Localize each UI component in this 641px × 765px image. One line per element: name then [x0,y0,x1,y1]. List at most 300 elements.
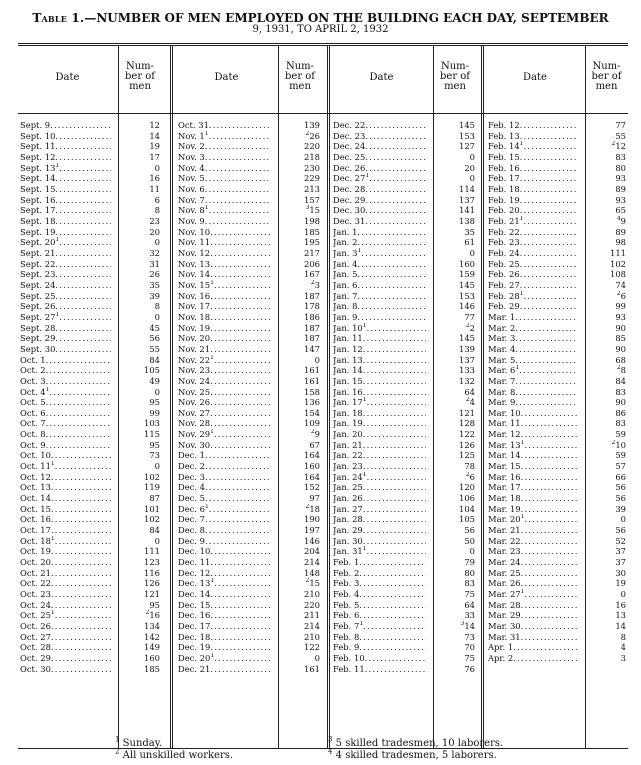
date-cell [333,546,426,557]
men-count-cell [587,152,626,163]
date-text: Jan. 15 ..... [333,376,426,386]
men-count-value: 14 [615,621,626,632]
footnote-mark: 1 [55,311,60,319]
men-count-value: 74 [615,279,626,290]
men-count-cell [280,195,320,206]
date-text: Oct. $25^1$ ..... [20,610,111,620]
men-count-cell [587,653,626,664]
men-count-cell [280,376,320,387]
date-text: Mar. 14 ..... [488,450,578,460]
date-cell [178,173,271,184]
men-count-cell [587,120,626,131]
footnote-mark: 2 [465,322,470,329]
date-cell [178,376,271,387]
footnote [328,747,497,761]
date-cell [333,408,426,419]
men-count-cell [435,632,475,643]
men-count-value: 126 [144,578,160,589]
men-count-value: 0 [469,151,475,162]
men-count-value: 210 [304,589,320,600]
men-count-cell [435,621,475,632]
date-cell [488,418,578,429]
date-text: Feb. $21^1$ ..... [488,216,578,226]
men-count-cell [587,397,626,408]
men-count-value: 148 [304,567,320,578]
date-text: Feb. 22 ..... [488,227,578,237]
men-count-value: 2 [469,322,475,333]
date-cell [333,173,426,184]
date-cell [333,568,426,579]
men-count-cell [435,333,475,344]
men-count-value: 220 [304,599,320,610]
date-cell [20,568,111,579]
men-count-cell [435,514,475,525]
date-text: Nov. $8^1$ ..... [178,205,271,215]
men-count-cell [280,429,320,440]
date-text: Dec. 4 ..... [178,482,271,492]
date-cell [333,216,426,227]
date-text: Dec. 25 ..... [333,152,426,162]
date-cell [178,365,271,376]
date-text: Sept. 10 ..... [20,131,111,141]
men-count-cell [280,344,320,355]
footnote-text: 5 skilled tradesmen, 10 laborers. [332,738,504,749]
men-count-value: 55 [615,130,626,141]
men-count-value: 59 [615,450,626,461]
column-divider [585,45,586,748]
footnote-mark: 1 [210,429,214,436]
men-count-cell [435,472,475,483]
men-count-cell [120,301,160,312]
date-text: Feb. 29 ..... [488,301,578,311]
footnote-mark: 1 [204,205,209,212]
men-count-cell [280,216,320,227]
men-count-value: 80 [464,567,475,578]
date-text: Oct. 14 ..... [20,493,111,503]
date-cell [488,450,578,461]
men-count-value: 164 [304,471,320,482]
men-count-value: 11 [149,183,160,194]
date-cell [20,248,111,259]
men-count-value: 153 [459,290,475,301]
men-count-value: 122 [459,429,475,440]
men-count-value: 67 [309,439,320,450]
men-count-cell [280,632,320,643]
date-cell [178,312,271,323]
date-text: Nov. 4 ..... [178,163,271,173]
men-count-value: 185 [144,663,160,674]
men-count-value: 0 [314,354,320,365]
column-group-divider [327,45,333,748]
men-count-cell [435,642,475,653]
men-count-cell [435,269,475,280]
date-text: Sept. 26 ..... [20,301,111,311]
men-count-cell [280,642,320,653]
men-count-value: 56 [615,482,626,493]
men-count-cell [120,376,160,387]
men-count-value: 154 [304,407,320,418]
men-count-cell [120,312,160,323]
men-count-value: 76 [464,663,475,674]
date-column-header: Date [369,72,394,83]
date-cell [488,355,578,366]
date-cell [20,184,111,195]
men-count-value: 20 [149,226,160,237]
men-count-value: 56 [615,525,626,536]
men-count-cell [120,397,160,408]
date-cell [178,418,271,429]
men-count-cell [280,291,320,302]
men-count-value: 218 [304,151,320,162]
men-count-cell [280,355,320,366]
men-count-cell [280,610,320,621]
men-count-value: 121 [144,589,160,600]
date-text: Dec. 18 ..... [178,632,271,642]
men-count-cell [120,195,160,206]
date-text: Mar. 15 ..... [488,461,578,471]
men-count-value: 83 [464,578,475,589]
men-count-cell [587,578,626,589]
men-count-value: 8 [620,365,626,376]
men-count-cell [587,280,626,291]
date-text: Dec. 24 ..... [333,141,426,151]
date-cell [178,589,271,600]
men-count-cell [120,280,160,291]
men-count-value: 79 [464,557,475,568]
date-column-header: Date [214,72,239,83]
date-cell [488,120,578,131]
men-count-cell [587,504,626,515]
men-count-value: 89 [615,226,626,237]
date-text: Dec. 26 ..... [333,163,426,173]
men-count-cell [587,482,626,493]
date-text: Dec. 12 ..... [178,568,271,578]
footnote-mark: 1 [210,653,215,660]
men-count-cell [587,344,626,355]
men-count-value: 3 [620,653,626,663]
date-cell [488,152,578,163]
men-count-cell [280,184,320,195]
men-count-cell [120,440,160,451]
men-count-value: 167 [304,269,320,280]
date-cell [178,440,271,451]
date-text: Jan. 13 ..... [333,355,426,365]
footnote-mark: 1 [519,141,524,148]
men-count-cell [587,472,626,483]
date-text: Dec. $6^1$ ..... [178,504,271,514]
date-text: Jan. 16 ..... [333,387,426,397]
date-cell [20,418,111,429]
men-count-cell [280,280,320,291]
date-cell [488,141,578,152]
footnote-mark: 1 [515,365,520,372]
date-text: Nov. 28 ..... [178,418,271,428]
date-text: Dec. 23 ..... [333,131,426,141]
footnote-mark: 1 [50,461,55,468]
men-count-cell [120,504,160,515]
men-count-value: 39 [615,503,626,514]
men-count-value: 160 [459,258,475,269]
men-count-value: 132 [459,375,475,386]
date-text: Nov. 3 ..... [178,152,271,162]
date-cell [333,152,426,163]
date-text: Nov. 19 ..... [178,323,271,333]
date-cell [178,493,271,504]
men-count-value: 12 [149,120,160,130]
men-count-cell [435,173,475,184]
date-cell [333,323,426,334]
men-count-value: 133 [459,365,475,376]
date-cell [20,333,111,344]
date-column-header: Date [523,72,547,83]
men-count-value: 0 [469,247,475,258]
date-text: Apr. 1 ..... [488,642,578,652]
men-count-cell [435,525,475,536]
men-count-value: 64 [464,599,475,610]
men-count-cell [587,312,626,323]
men-count-cell [280,408,320,419]
men-count-cell [120,163,160,174]
men-count-cell [280,173,320,184]
date-cell [20,461,111,472]
men-count-cell [280,227,320,238]
date-text: Nov. 16 ..... [178,291,271,301]
men-count-value: 9 [620,215,626,226]
date-cell [20,600,111,611]
date-text: Nov. 11 ..... [178,237,271,247]
men-count-cell [587,355,626,366]
men-count-value: 190 [304,514,320,525]
footnote-text: 4 skilled tradesmen, 5 laborers. [332,750,497,761]
date-cell [488,216,578,227]
date-cell [488,546,578,557]
footnote-mark: 2 [616,365,621,372]
date-cell [178,536,271,547]
date-text: Oct. 2 ..... [20,365,111,375]
men-count-value: 187 [304,322,320,333]
date-text: Feb. 18 ..... [488,184,578,194]
date-text: Nov. 20 ..... [178,333,271,343]
date-cell [178,621,271,632]
men-count-cell [120,568,160,579]
men-count-cell [120,184,160,195]
date-cell [488,653,578,664]
men-count-cell [587,163,626,174]
date-cell [178,141,271,152]
date-text: Oct. 9 ..... [20,440,111,450]
men-count-cell [280,152,320,163]
men-count-cell [120,387,160,398]
date-text: Jan. $31^1$ ..... [333,546,426,556]
men-count-value: 16 [149,610,160,621]
men-count-cell [587,461,626,472]
men-count-value: 142 [144,631,160,642]
men-count-cell [120,237,160,248]
men-count-value: 68 [615,354,626,365]
footnote-mark: 1 [520,589,525,596]
date-cell [333,376,426,387]
date-cell [333,269,426,280]
date-text: Feb. 24 ..... [488,248,578,258]
date-cell [20,610,111,621]
men-count-cell [587,514,626,525]
men-count-cell [435,578,475,589]
date-cell [20,450,111,461]
men-count-cell [120,248,160,259]
men-count-cell [587,259,626,270]
date-text: Oct. 22 ..... [20,578,111,588]
men-count-value: 52 [615,535,626,546]
date-text: Oct. 6 ..... [20,408,111,418]
footnote-mark: 3 [460,621,465,628]
footnote-mark: 2 [145,610,150,617]
date-cell [178,408,271,419]
date-text: Oct. 27 ..... [20,632,111,642]
date-text: Sept. $20^1$ ..... [20,237,111,247]
men-count-cell [120,493,160,504]
date-cell [488,365,578,376]
date-text: Apr. 2 ..... [488,653,578,663]
men-count-cell [120,216,160,227]
men-count-value: 0 [154,386,160,397]
date-text: Sept. 9 ..... [20,120,111,130]
men-count-cell [435,344,475,355]
date-text: Jan. 2 ..... [333,237,426,247]
men-count-value: 139 [304,120,320,130]
date-cell [20,365,111,376]
date-text: Mar. 2 ..... [488,323,578,333]
footnote-mark: 1 [365,173,370,180]
date-cell [178,323,271,334]
men-count-cell [587,141,626,152]
men-count-cell [120,589,160,600]
men-count-cell [280,557,320,568]
date-text: Jan. $24^1$ ..... [333,472,426,482]
men-count-cell [120,610,160,621]
men-count-cell [435,291,475,302]
men-count-cell [120,450,160,461]
number-column-header: Num- [592,61,621,72]
date-text: Nov. 9 ..... [178,216,271,226]
men-count-cell [435,355,475,366]
date-text: Oct. $11^1$ ..... [20,461,111,471]
date-cell [488,259,578,270]
date-text: Oct. 7 ..... [20,418,111,428]
date-cell [20,429,111,440]
date-text: Sept. 30 ..... [20,344,111,354]
men-count-value: 56 [464,525,475,536]
date-cell [333,333,426,344]
men-count-cell [587,248,626,259]
date-cell [178,450,271,461]
men-count-cell [435,376,475,387]
date-text: Nov. $29^1$ ..... [178,429,271,439]
men-count-cell [280,450,320,461]
date-cell [488,269,578,280]
men-count-value: 137 [459,354,475,365]
men-count-value: 55 [149,343,160,354]
men-count-value: 37 [615,557,626,568]
date-cell [20,291,111,302]
men-count-value: 35 [149,279,160,290]
men-count-cell [280,504,320,515]
men-count-value: 0 [154,162,160,173]
date-cell [333,301,426,312]
date-cell [20,131,111,142]
men-count-cell [435,450,475,461]
date-text: Mar. $13^1$ ..... [488,440,578,450]
men-count-cell [120,333,160,344]
men-count-cell [587,387,626,398]
men-count-cell [280,418,320,429]
men-count-value: 158 [304,386,320,397]
date-text: Oct. 30 ..... [20,664,111,674]
table-title-text: —NUMBER OF MEN EMPLOYED ON THE BUILDING EACH DAY, SEPTEMBER [84,11,609,25]
men-count-value: 4 [620,642,626,653]
date-cell [178,227,271,238]
date-cell [333,557,426,568]
date-cell [20,493,111,504]
date-text: Mar. 18 ..... [488,493,578,503]
men-count-value: 37 [615,546,626,557]
date-cell [333,578,426,589]
date-text: Dec. 15 ..... [178,600,271,610]
date-cell [20,205,111,216]
men-count-value: 15 [309,205,320,216]
date-cell [333,163,426,174]
men-count-value: 17 [149,151,160,162]
date-cell [20,227,111,238]
date-cell [333,664,426,675]
men-count-value: 109 [304,418,320,429]
date-cell [178,131,271,142]
men-count-cell [280,333,320,344]
number-column-header: ber of [440,71,470,82]
number-column-header: men [444,81,466,92]
date-text: Feb. 5 ..... [333,600,426,610]
men-count-value: 83 [615,151,626,162]
date-cell [488,163,578,174]
date-cell [178,397,271,408]
date-text: Jan. 28 ..... [333,514,426,524]
men-count-cell [435,312,475,323]
date-text: Nov. 25 ..... [178,387,271,397]
men-count-value: 9 [314,429,320,440]
men-count-value: 8 [154,301,160,312]
men-count-value: 18 [309,503,320,514]
date-text: Jan. 5 ..... [333,269,426,279]
date-cell [333,344,426,355]
date-text: Jan. 1 ..... [333,227,426,237]
date-cell [20,237,111,248]
footnote-mark: 2 [611,439,616,446]
men-count-value: 49 [149,375,160,386]
date-cell [333,482,426,493]
date-cell [333,621,426,632]
men-count-cell [435,184,475,195]
date-text: Feb. 10 ..... [333,653,426,663]
date-cell [333,642,426,653]
footnote-mark: 1 [362,471,367,478]
date-text: Dec. 11 ..... [178,557,271,567]
footnote [115,747,234,761]
footnote-mark: 2 [305,130,310,137]
men-count-cell [120,205,160,216]
men-count-cell [435,461,475,472]
number-column-header: ber of [591,71,622,82]
date-cell [20,120,111,131]
date-text: Sept. 22 ..... [20,259,111,269]
